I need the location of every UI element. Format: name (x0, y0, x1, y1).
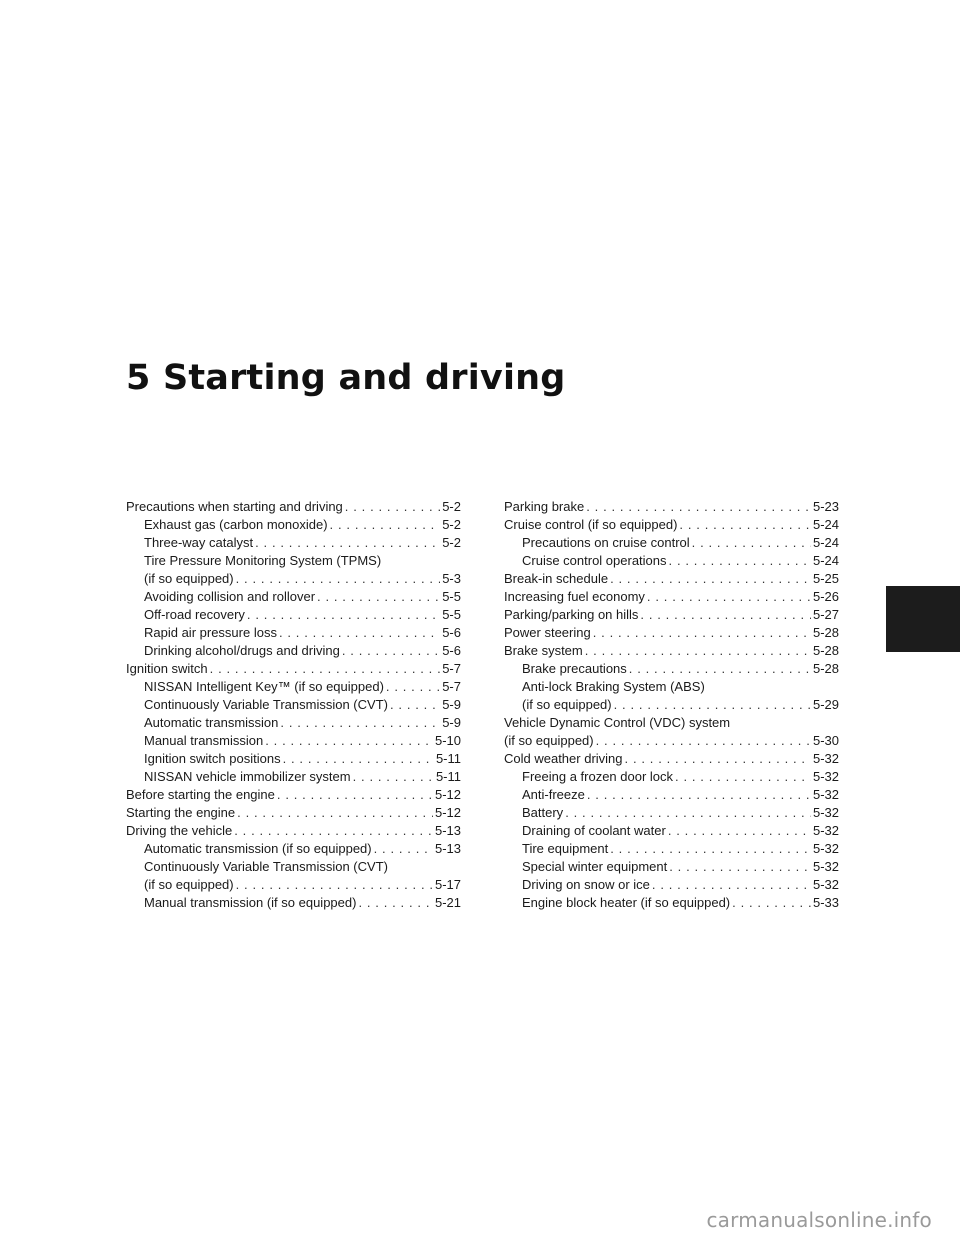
toc-entry[interactable] (504, 714, 839, 750)
toc-page-number: 5-32 (812, 841, 839, 856)
toc-entry-label: Anti-lock Braking System (ABS) (522, 679, 705, 694)
toc-entry-label: Engine block heater (if so equipped) (522, 895, 731, 910)
toc-entry[interactable] (504, 750, 839, 768)
dot-leader (732, 894, 811, 912)
dot-leader (640, 606, 811, 624)
dot-leader (358, 894, 433, 912)
dot-leader (565, 804, 811, 822)
toc-entry-label: Ignition switch positions (144, 751, 281, 766)
dot-leader (345, 498, 440, 516)
toc-entry[interactable] (504, 642, 839, 660)
toc-page-number: 5-32 (812, 877, 839, 892)
toc-entry[interactable] (126, 768, 461, 786)
dot-leader (668, 822, 811, 840)
toc-page-number: 5-33 (812, 895, 839, 910)
dot-leader (234, 822, 433, 840)
dot-leader (317, 588, 440, 606)
dot-leader (330, 516, 441, 534)
toc-page-number: 5-24 (812, 553, 839, 568)
toc-entry[interactable] (126, 696, 461, 714)
toc-page-number: 5-24 (812, 517, 839, 532)
toc-page-number: 5-28 (812, 625, 839, 640)
dot-leader (247, 606, 440, 624)
toc-entry[interactable] (126, 624, 461, 642)
toc-page-number: 5-11 (435, 769, 461, 784)
toc-entry[interactable] (504, 588, 839, 606)
dot-leader (237, 804, 433, 822)
dot-leader (586, 498, 811, 516)
dot-leader (279, 624, 440, 642)
toc-page-number: 5-6 (442, 625, 461, 640)
toc-page-number: 5-32 (812, 805, 839, 820)
toc-entry-label: NISSAN vehicle immobilizer system (144, 769, 351, 784)
dot-leader (277, 786, 433, 804)
toc-entry-label: Continuously Variable Transmission (CVT) (144, 697, 388, 712)
toc-entry-label: Exhaust gas (carbon monoxide) (144, 517, 328, 532)
toc-page-number: 5-2 (442, 517, 461, 532)
toc-entry[interactable] (504, 894, 839, 912)
toc-entry-label: Rapid air pressure loss (144, 625, 277, 640)
dot-leader (596, 732, 811, 750)
toc-entry[interactable] (504, 858, 839, 876)
toc-page-number: 5-27 (812, 607, 839, 622)
toc-entry[interactable] (504, 804, 839, 822)
toc-page-number: 5-32 (812, 769, 839, 784)
toc-entry-label: Manual transmission (if so equipped) (144, 895, 357, 910)
dot-leader (669, 858, 811, 876)
toc-entry-label: Draining of coolant water (522, 823, 666, 838)
toc-entry-label: NISSAN Intelligent Key™ (if so equipped) (144, 679, 384, 694)
toc-entry[interactable] (504, 786, 839, 804)
toc-page-number: 5-28 (812, 661, 839, 676)
dot-leader (353, 768, 434, 786)
toc-page-number: 5-6 (442, 643, 461, 658)
toc-entry[interactable] (126, 516, 461, 534)
toc-entry[interactable] (126, 714, 461, 732)
toc-entry[interactable] (504, 840, 839, 858)
toc-entry[interactable] (504, 516, 839, 534)
toc-entry[interactable] (504, 876, 839, 894)
toc-entry-label: Avoiding collision and rollover (144, 589, 316, 604)
dot-leader (390, 696, 440, 714)
dot-leader (675, 768, 811, 786)
toc-entry[interactable] (504, 606, 839, 624)
toc-entry[interactable] (126, 534, 461, 552)
toc-entry-label: Brake precautions (522, 661, 627, 676)
toc-entry-label: Anti-freeze (522, 787, 585, 802)
dot-leader (692, 534, 811, 552)
dot-leader (386, 678, 440, 696)
toc-page-number: 5-23 (812, 499, 839, 514)
toc-entry-label-continued: (if so equipped) (144, 877, 234, 892)
chapter-title: 5 Starting and driving (126, 358, 566, 398)
toc-entry-label: Drinking alcohol/drugs and driving (144, 643, 340, 658)
toc-left-column (126, 498, 461, 912)
toc-page-number: 5-30 (812, 733, 839, 748)
toc-entry-label: Power steering (504, 625, 591, 640)
watermark: carmanualsonline.info (706, 1208, 932, 1232)
chapter-side-tab (886, 586, 960, 652)
toc-page-number: 5-7 (442, 679, 461, 694)
toc-entry[interactable] (504, 822, 839, 840)
toc-entry[interactable] (126, 606, 461, 624)
toc-page-number: 5-12 (434, 787, 461, 802)
dot-leader (342, 642, 440, 660)
toc-entry[interactable] (126, 858, 461, 894)
toc-entry[interactable] (504, 552, 839, 570)
dot-leader (236, 570, 441, 588)
toc-right-column (504, 498, 839, 912)
dot-leader (614, 696, 811, 714)
toc-entry-label: Break-in schedule (504, 571, 609, 586)
toc-entry-label: Parking/parking on hills (504, 607, 639, 622)
toc-entry-label: Off-road recovery (144, 607, 245, 622)
toc-entry[interactable] (126, 660, 461, 678)
toc-page-number: 5-7 (442, 661, 461, 676)
toc-entry[interactable] (126, 678, 461, 696)
toc-page-number: 5-26 (812, 589, 839, 604)
dot-leader (283, 750, 434, 768)
toc-entry-label: Increasing fuel economy (504, 589, 645, 604)
toc-page-number: 5-24 (812, 535, 839, 550)
toc-entry-label-continued: (if so equipped) (504, 733, 594, 748)
dot-leader (610, 840, 811, 858)
toc-entry-label: Driving the vehicle (126, 823, 233, 838)
toc-entry-label: Tire equipment (522, 841, 609, 856)
toc-entry-label: Precautions when starting and driving (126, 499, 343, 514)
toc-entry-label: Manual transmission (144, 733, 264, 748)
toc-entry-label-continued: (if so equipped) (144, 571, 234, 586)
toc-entry-label: Tire Pressure Monitoring System (TPMS) (144, 553, 382, 568)
dot-leader (625, 750, 811, 768)
toc-entry-label: Freeing a frozen door lock (522, 769, 674, 784)
toc-page-number: 5-2 (442, 535, 461, 550)
toc-entry-label-continued: (if so equipped) (522, 697, 612, 712)
toc-entry-label: Automatic transmission (144, 715, 279, 730)
toc-entry[interactable] (126, 588, 461, 606)
dot-leader (629, 660, 811, 678)
dot-leader (585, 642, 811, 660)
toc-entry[interactable] (126, 804, 461, 822)
toc-page-number: 5-5 (442, 589, 461, 604)
toc-entry[interactable] (504, 660, 839, 678)
toc-entry-label: Continuously Variable Transmission (CVT) (144, 859, 388, 874)
toc-entry[interactable] (126, 732, 461, 750)
toc-page-number: 5-12 (434, 805, 461, 820)
toc-entry-label: Special winter equipment (522, 859, 668, 874)
toc-page-number: 5-13 (434, 823, 461, 838)
dot-leader (587, 786, 811, 804)
toc-page-number: 5-3 (442, 571, 461, 586)
toc-page-number: 5-32 (812, 823, 839, 838)
toc-page-number: 5-21 (434, 895, 461, 910)
dot-leader (679, 516, 811, 534)
toc-entry[interactable] (126, 840, 461, 858)
dot-leader (669, 552, 811, 570)
toc-entry[interactable] (126, 552, 461, 588)
toc-entry[interactable] (504, 624, 839, 642)
toc-entry-label: Cruise control operations (522, 553, 667, 568)
toc-page-number: 5-32 (812, 787, 839, 802)
dot-leader (610, 570, 811, 588)
toc-entry[interactable] (504, 768, 839, 786)
dot-leader (280, 714, 440, 732)
toc-entry[interactable] (126, 642, 461, 660)
toc-entry[interactable] (504, 570, 839, 588)
toc-entry-label: Battery (522, 805, 564, 820)
toc-entry-label: Cold weather driving (504, 751, 623, 766)
toc-page-number: 5-11 (435, 751, 461, 766)
toc-page-number: 5-29 (812, 697, 839, 712)
toc-entry-label: Vehicle Dynamic Control (VDC) system (504, 715, 731, 730)
dot-leader (652, 876, 811, 894)
dot-leader (374, 840, 433, 858)
toc-entry-label: Driving on snow or ice (522, 877, 650, 892)
toc-entry[interactable] (126, 786, 461, 804)
toc-entry[interactable] (126, 498, 461, 516)
toc-page-number: 5-25 (812, 571, 839, 586)
toc-page-number: 5-10 (434, 733, 461, 748)
toc-page-number: 5-17 (434, 877, 461, 892)
toc-entry[interactable] (126, 822, 461, 840)
toc-entry-label: Precautions on cruise control (522, 535, 690, 550)
toc-entry-label: Starting the engine (126, 805, 236, 820)
toc-entry-label: Automatic transmission (if so equipped) (144, 841, 372, 856)
toc-page-number: 5-5 (442, 607, 461, 622)
toc-page-number: 5-32 (812, 859, 839, 874)
toc-page-number: 5-28 (812, 643, 839, 658)
toc-entry-label: Parking brake (504, 499, 585, 514)
toc-entry-label: Brake system (504, 643, 583, 658)
toc-entry-label: Ignition switch (126, 661, 208, 676)
dot-leader (593, 624, 811, 642)
toc-page-number: 5-13 (434, 841, 461, 856)
toc-entry-label: Three-way catalyst (144, 535, 254, 550)
toc-entry-label: Cruise control (if so equipped) (504, 517, 678, 532)
dot-leader (255, 534, 440, 552)
dot-leader (210, 660, 441, 678)
dot-leader (265, 732, 433, 750)
toc-page-number: 5-9 (442, 715, 461, 730)
toc-entry-label: Before starting the engine (126, 787, 275, 802)
toc-entry[interactable] (126, 750, 461, 768)
toc-entry[interactable] (126, 894, 461, 912)
toc-entry[interactable] (504, 534, 839, 552)
toc-page-number: 5-9 (442, 697, 461, 712)
toc-entry[interactable] (504, 678, 839, 714)
dot-leader (236, 876, 433, 894)
toc-entry[interactable] (504, 498, 839, 516)
dot-leader (647, 588, 811, 606)
toc-page-number: 5-2 (442, 499, 461, 514)
toc-page-number: 5-32 (812, 751, 839, 766)
